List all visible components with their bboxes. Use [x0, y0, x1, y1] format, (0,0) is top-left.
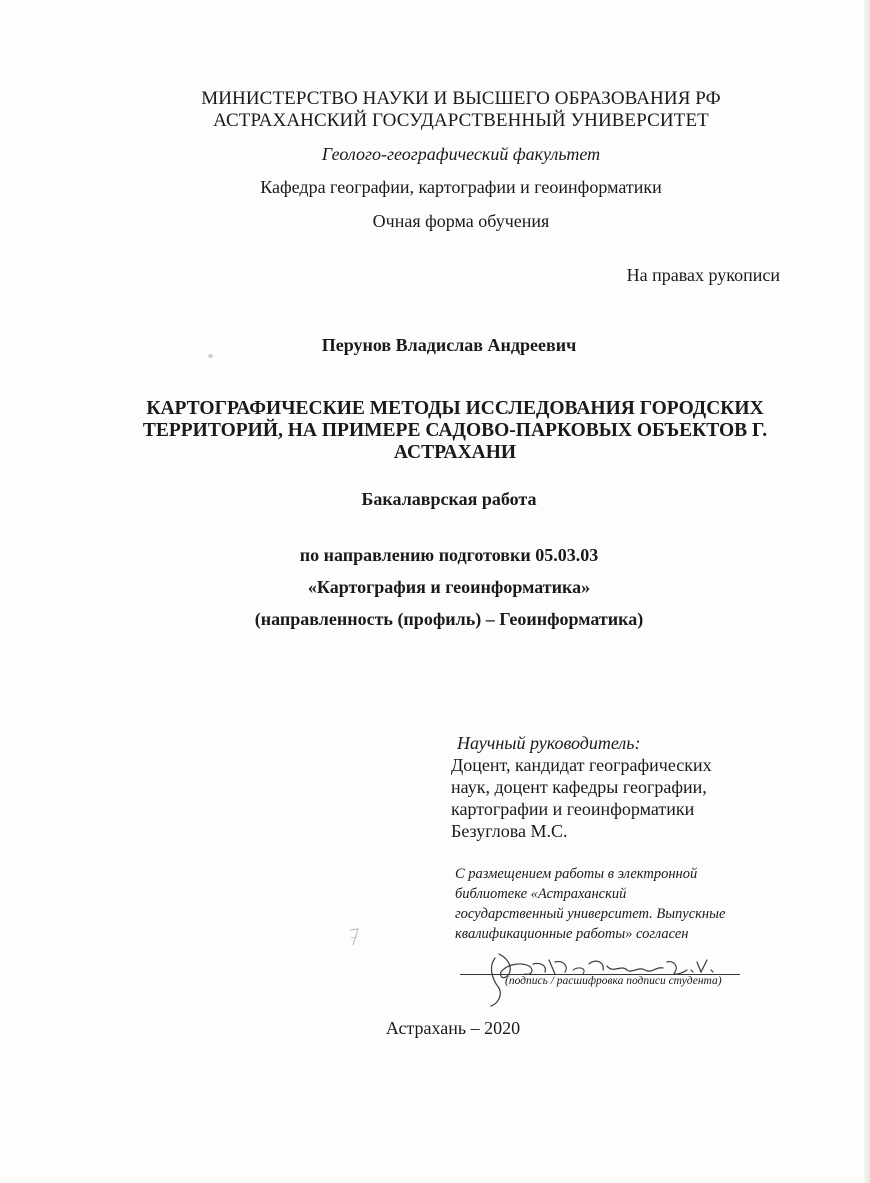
- ministry-name: МИНИСТЕРСТВО НАУКИ И ВЫСШЕГО ОБРАЗОВАНИЯ РФ: [201, 88, 721, 109]
- city-year: Астрахань – 2020: [385, 1018, 521, 1038]
- author-name: Перунов Владислав Андреевич: [321, 335, 577, 355]
- consent-line: библиотеке «Астраханский: [455, 886, 627, 902]
- signature-caption: (подпись / расшифровка подписи студента): [505, 975, 722, 987]
- study-direction: по направлению подготовки 05.03.03: [299, 545, 599, 565]
- thesis-title: [90, 398, 820, 464]
- manuscript-note: На правах рукописи: [626, 265, 780, 285]
- study-program: «Картография и геоинформатика»: [307, 577, 591, 597]
- supervisor-label: Научный руководитель:: [457, 733, 641, 753]
- university-name: АСТРАХАНСКИЙ ГОСУДАРСТВЕННЫЙ УНИВЕРСИТЕТ: [213, 110, 709, 131]
- signature-text-hidden: .: [605, 970, 606, 971]
- work-type: Бакалаврская работа: [361, 489, 537, 509]
- consent-line: квалификационные работы» согласен: [455, 926, 689, 942]
- pencil-mark-icon: [346, 926, 364, 948]
- thesis-title-line: КАРТОГРАФИЧЕСКИЕ МЕТОДЫ ИССЛЕДОВАНИЯ ГОРОДСКИХ: [146, 398, 764, 419]
- library-consent: [455, 864, 725, 944]
- supervisor-title-line: наук, доцент кафедры географии,: [451, 777, 707, 797]
- department-name: Кафедра географии, картографии и геоинформатики: [260, 177, 662, 197]
- study-profile: (направленность (профиль) – Геоинформатика): [254, 609, 644, 629]
- supervisor-title-line: Доцент, кандидат географических: [451, 755, 712, 775]
- supervisor-name: Безуглова М.С.: [451, 821, 568, 841]
- consent-line: государственный университет. Выпускные: [455, 906, 726, 922]
- faculty-name: Геолого-географический факультет: [321, 144, 601, 164]
- study-form: Очная форма обучения: [372, 211, 550, 231]
- supervisor-block: [451, 732, 712, 842]
- supervisor-title-line: картографии и геоинформатики: [451, 799, 695, 819]
- signature-area: [455, 944, 755, 1014]
- thesis-title-line: ТЕРРИТОРИЙ, НА ПРИМЕРЕ САДОВО-ПАРКОВЫХ ОБЪЕКТОВ Г.: [142, 420, 768, 441]
- thesis-title-line: АСТРАХАНИ: [393, 442, 517, 463]
- consent-line: С размещением работы в электронной: [455, 866, 698, 882]
